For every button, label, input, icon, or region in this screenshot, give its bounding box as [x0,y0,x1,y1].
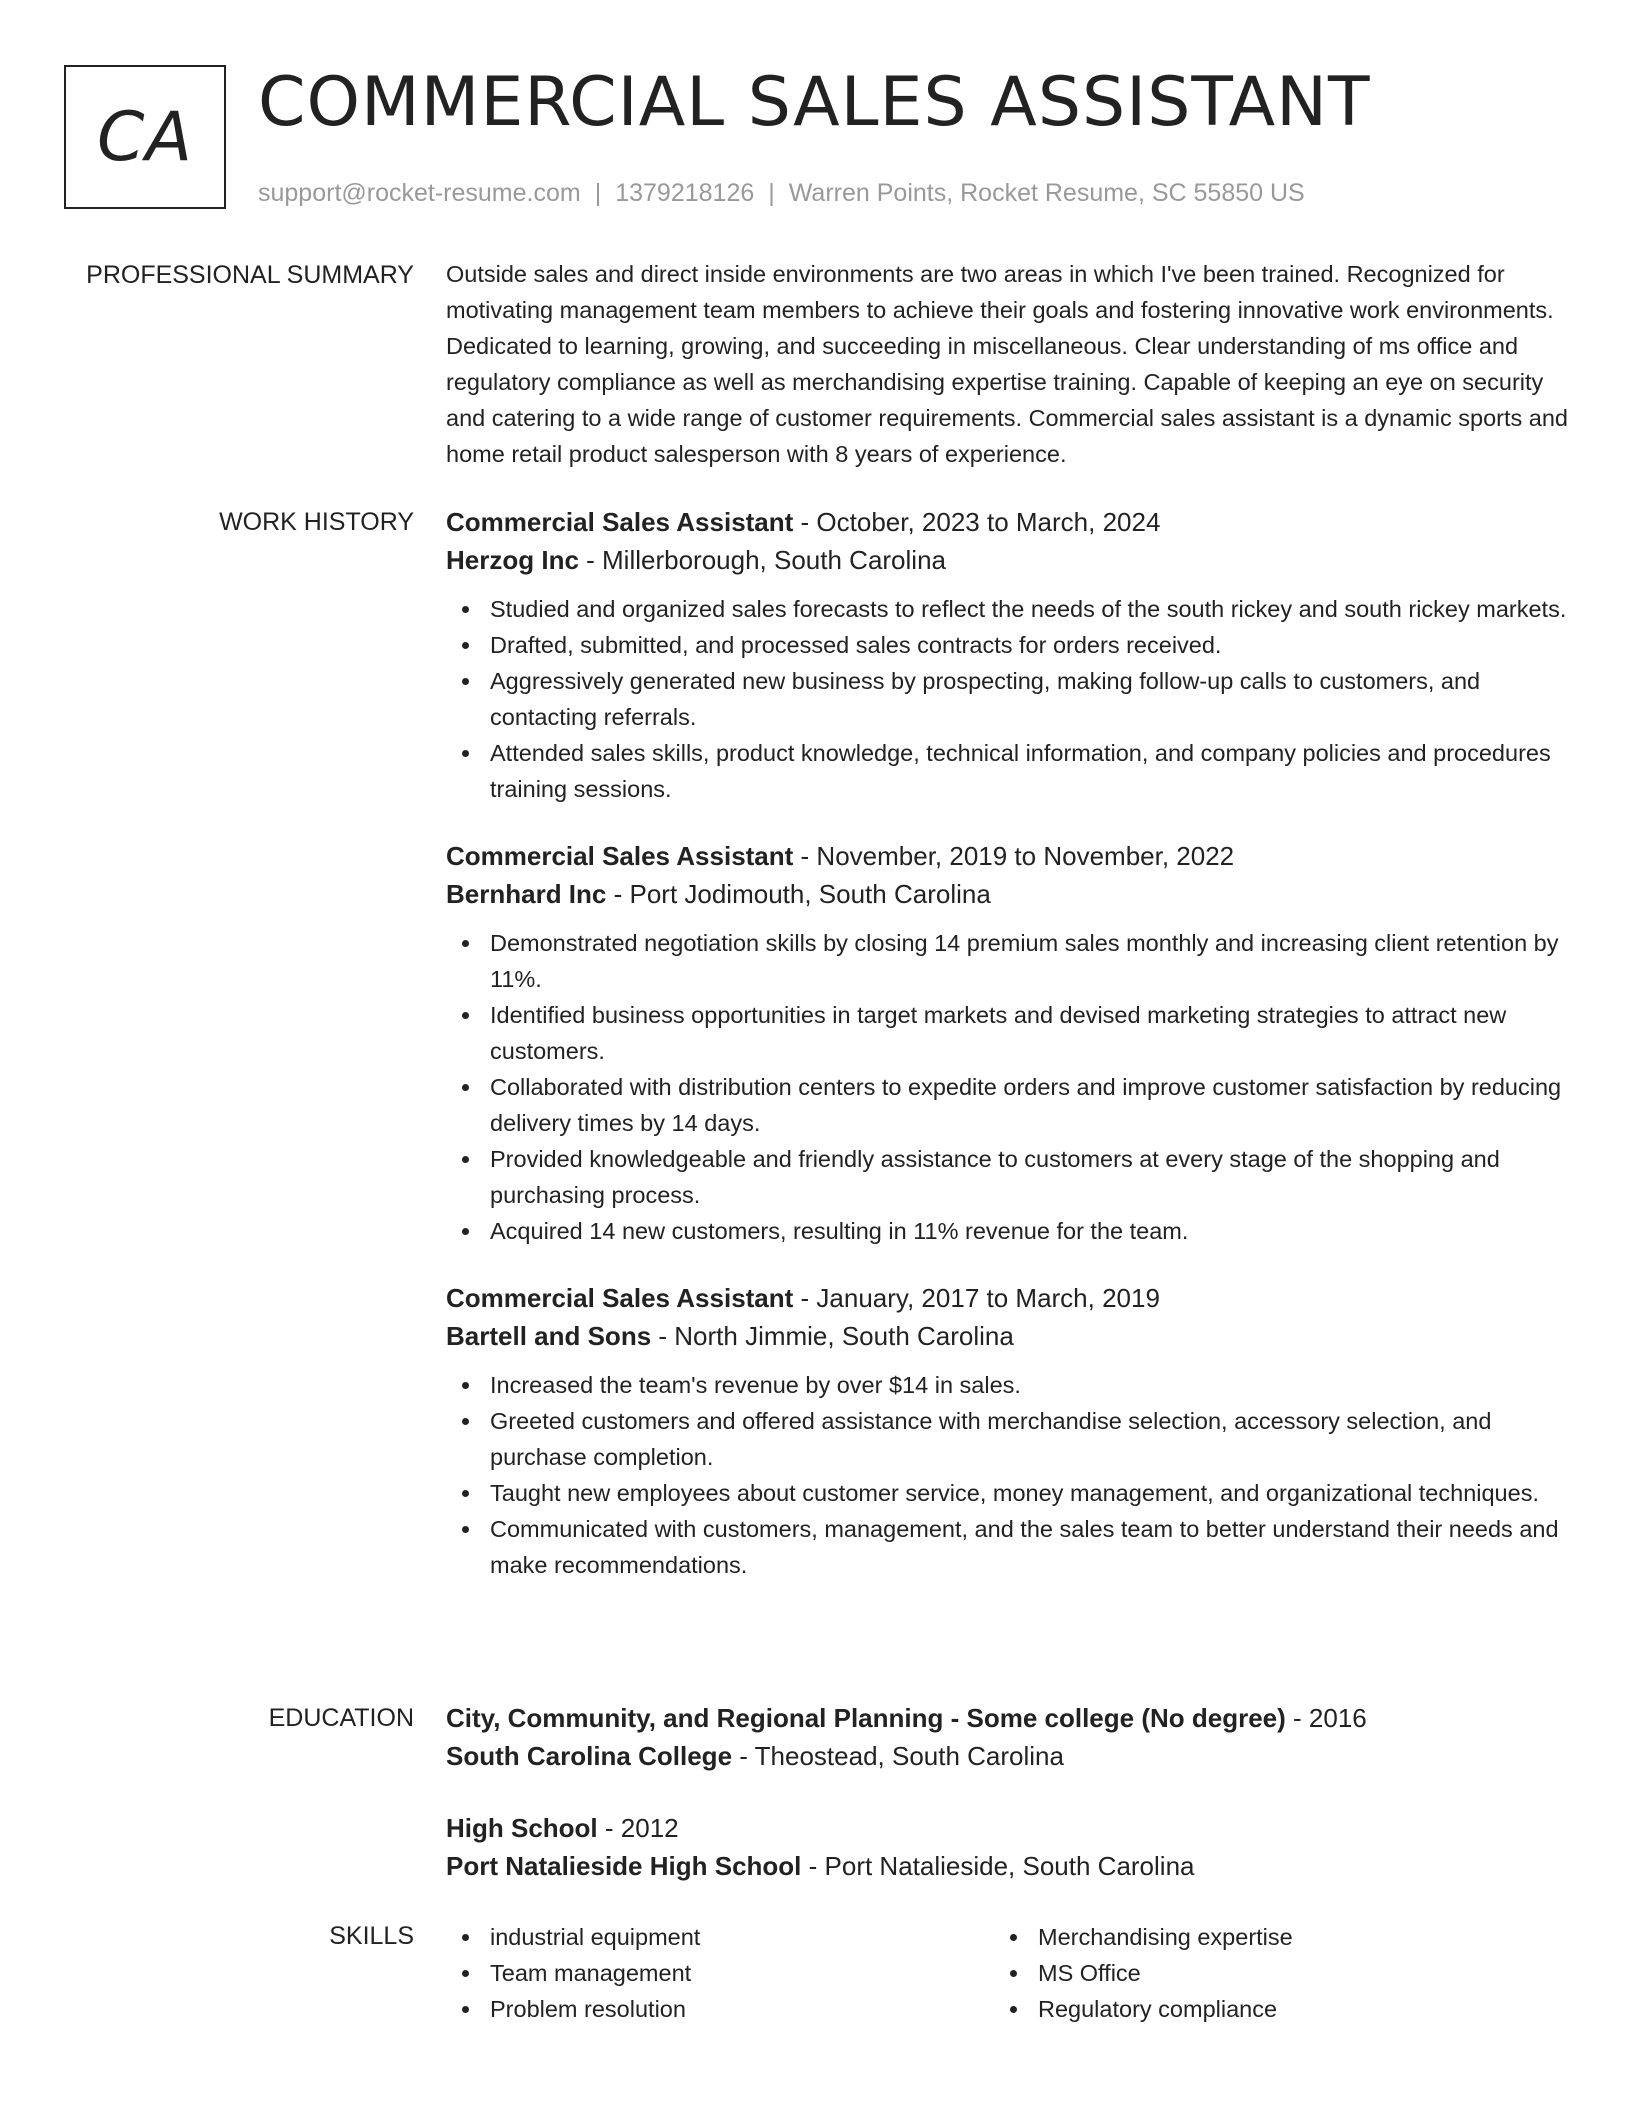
initials-monogram [64,65,226,209]
job-company-line [446,541,1568,579]
page-title: COMMERCIAL SALES ASSISTANT [258,63,1371,142]
contact-email: support@rocket-resume.com [258,179,581,207]
job-title-line [446,503,1568,541]
summary-text: Outside sales and direct inside environments are two areas in which I've been trained. Recognized for motivating management team members to achieve their goals and fostering innovative work environments. Dedicated to learning, growing, and succeeding in miscellaneous. Clear understanding of ms office and regulatory compliance as well as merchandising expertise training. Capable of keeping an eye on security and catering to a wide range of customer requirements. Commercial sales assistant is a dynamic sports and home retail product salesperson with 8 years of experience. [446,261,1568,467]
list-item: Taught new employees about customer service, money management, and organizational techniques. [446,1475,1568,1511]
contact-address: Warren Points, Rocket Resume, SC 55850 US [788,179,1305,207]
education-degree-line [446,1809,1568,1847]
skill-item: Team management [446,1955,994,1991]
job-location: - Millerborough, South Carolina [578,545,946,575]
education-school-line [446,1847,1568,1885]
list-item: Studied and organized sales forecasts to reflect the needs of the south rickey and south rickey markets. [446,591,1568,627]
job-location: - North Jimmie, South Carolina [651,1321,1014,1351]
section-label-summary: PROFESSIONAL SUMMARY [86,261,414,289]
skills-list-right [994,1919,1542,2027]
education-entry [446,1809,1568,1885]
job-entry [446,837,1568,1249]
job-dates: - November, 2019 to November, 2022 [793,841,1235,871]
job-company-line [446,875,1568,913]
job-company: Herzog Inc [446,545,579,575]
education-year: - 2012 [597,1813,679,1843]
education-year: - 2016 [1285,1703,1367,1733]
section-label-work-history: WORK HISTORY [219,508,414,536]
job-bullets [446,591,1568,807]
job-title: Commercial Sales Assistant [446,841,794,871]
section-label-skills: SKILLS [329,1922,414,1950]
list-item: Provided knowledgeable and friendly assistance to customers at every stage of the shopping and purchasing process. [446,1141,1568,1213]
education-degree: City, Community, and Regional Planning - Some college (No degree) [446,1703,1286,1733]
education-location: - Port Natalieside, South Carolina [801,1851,1195,1881]
job-company: Bernhard Inc [446,879,607,909]
list-item: Greeted customers and offered assistance with merchandise selection, accessory selection, and purchase completion. [446,1403,1568,1475]
education-school-line [446,1737,1568,1775]
list-item: Communicated with customers, management, and the sales team to better understand their needs and make recommendations. [446,1511,1568,1583]
skills-columns [446,1919,1568,2027]
skills-list-left [446,1919,994,2027]
contact-line [258,176,1598,210]
contact-separator: | [594,179,602,207]
contact-separator: | [768,179,775,207]
education-entry [446,1699,1568,1775]
list-item: Collaborated with distribution centers to expedite orders and improve customer satisfaction by reducing delivery times by 14 days. [446,1069,1568,1141]
work-history-body [446,503,1568,1613]
job-dates: - January, 2017 to March, 2019 [793,1283,1160,1313]
list-item: Acquired 14 new customers, resulting in 11% revenue for the team. [446,1213,1568,1249]
education-school: Port Natalieside High School [446,1851,802,1881]
job-company-line [446,1317,1568,1355]
list-item: Identified business opportunities in target markets and devised marketing strategies to attract new customers. [446,997,1568,1069]
job-title: Commercial Sales Assistant [446,1283,794,1313]
education-location: - Theostead, South Carolina [732,1741,1064,1771]
list-item: Increased the team's revenue by over $14 in sales. [446,1367,1568,1403]
contact-phone: 1379218126 [615,179,755,207]
education-degree: High School [446,1813,598,1843]
list-item: Aggressively generated new business by prospecting, making follow-up calls to customers, and contacting referrals. [446,663,1568,735]
education-body [446,1699,1568,1919]
job-title-line [446,837,1568,875]
job-title: Commercial Sales Assistant [446,507,794,537]
summary-body [446,256,1568,472]
list-item: Demonstrated negotiation skills by closing 14 premium sales monthly and increasing client retention by 11%. [446,925,1568,997]
job-bullets [446,1367,1568,1583]
skill-item: MS Office [994,1955,1542,1991]
list-item: Drafted, submitted, and processed sales contracts for orders received. [446,627,1568,663]
job-dates: - October, 2023 to March, 2024 [793,507,1161,537]
skill-item: Regulatory compliance [994,1991,1542,2027]
skill-item: Merchandising expertise [994,1919,1542,1955]
list-item: Attended sales skills, product knowledge, technical information, and company policies and procedures training sessions. [446,735,1568,807]
job-title-line [446,1279,1568,1317]
job-company: Bartell and Sons [446,1321,652,1351]
education-school: South Carolina College [446,1741,733,1771]
job-entry [446,503,1568,807]
section-label-education: EDUCATION [268,1704,414,1732]
skill-item: Problem resolution [446,1991,994,2027]
job-location: - Port Jodimouth, South Carolina [606,879,991,909]
initials-text: CA [97,97,193,177]
education-degree-line [446,1699,1568,1737]
job-bullets [446,925,1568,1249]
skill-item: industrial equipment [446,1919,994,1955]
skills-body [446,1919,1568,2027]
job-entry [446,1279,1568,1583]
